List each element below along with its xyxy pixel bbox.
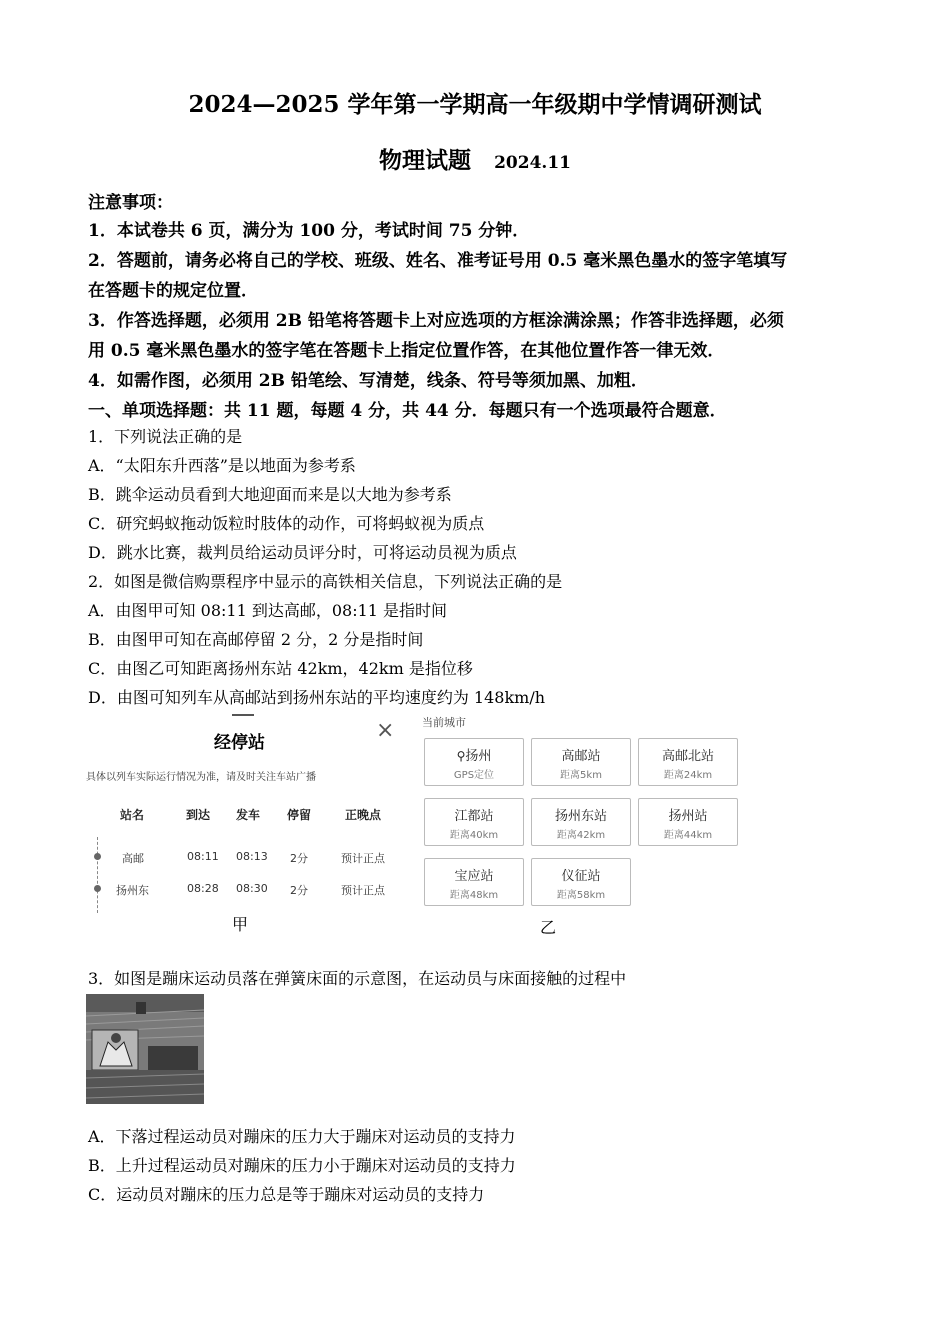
- row1-depart: 08:13: [236, 850, 268, 863]
- station-card: [638, 738, 738, 786]
- q2-option-c: C．由图乙可知距离扬州东站 42km，42km 是指位移: [88, 659, 473, 678]
- station-card: [424, 738, 524, 786]
- q3-option-c: C．运动员对蹦床的压力总是等于蹦床对运动员的支持力: [88, 1185, 485, 1204]
- q1-option-a: A．“太阳东升西落”是以地面为参考系: [88, 456, 356, 475]
- row2-delay: 预计正点: [341, 884, 385, 897]
- station-name: 高邮站: [561, 749, 601, 764]
- q2-option-d: D．由图可知列车从高邮站到扬州东站的平均速度约为 148km/h: [88, 688, 546, 707]
- stop-dot: [94, 853, 101, 860]
- current-city-label: 当前城市: [422, 716, 466, 729]
- station-card: [424, 798, 524, 846]
- q2-stem: 2．如图是微信购票程序中显示的高铁相关信息，下列说法正确的是: [88, 572, 563, 591]
- stops-note: 具体以列车实际运行情况为准，请及时关注车站广播: [86, 772, 316, 783]
- notice-item-2a: 2．答题前，请务必将自己的学校、班级、姓名、准考证号用 0.5 毫米黑色墨水的签字笔填写: [88, 251, 788, 271]
- station-card: [424, 858, 524, 906]
- figure-caption-jia: 甲: [232, 915, 249, 934]
- col-header-station: 站名: [120, 808, 145, 822]
- station-distance: 距离42km: [556, 830, 606, 841]
- notice-item-1: 1．本试卷共 6 页，满分为 100 分，考试时间 75 分钟．: [88, 221, 530, 241]
- figure-yi: [420, 712, 750, 937]
- station-name: 高邮北站: [661, 749, 714, 764]
- exam-date: 2024.11: [494, 153, 571, 173]
- notice-item-3a: 3．作答选择题，必须用 2B 铅笔将答题卡上对应选项的方框涂满涂黑；作答非选择题，必须: [88, 311, 784, 331]
- q2-option-b: B．由图甲可知在高邮停留 2 分，2 分是指时间: [88, 630, 424, 649]
- station-distance: 距离5km: [560, 770, 602, 781]
- trampoline-photo: [86, 994, 204, 1104]
- notice-item-3b: 用 0.5 毫米黑色墨水的签字笔在答题卡上指定位置作答，在其他位置作答一律无效．: [88, 341, 725, 361]
- q3-stem: 3．如图是蹦床运动员落在弹簧床面的示意图，在运动员与床面接触的过程中: [88, 969, 627, 988]
- row2-stop: 2分: [290, 884, 308, 897]
- station-distance: 距离44km: [663, 830, 713, 841]
- row1-arrive: 08:11: [187, 850, 219, 863]
- station-name: [425, 745, 523, 764]
- row2-station: 扬州东: [116, 884, 149, 897]
- trampoline-illustration: [86, 994, 204, 1104]
- col-header-arrive: 到达: [186, 808, 211, 822]
- col-header-stop: 停留: [287, 808, 312, 822]
- q1-option-b: B．跳伞运动员看到大地迎面而来是以大地为参考系: [88, 485, 452, 504]
- q1-stem: 1．下列说法正确的是: [88, 427, 243, 446]
- figure-caption-yi: 乙: [540, 918, 557, 937]
- station-distance: 距离48km: [449, 890, 499, 901]
- station-name: 仪征站: [561, 869, 601, 884]
- station-card: [638, 798, 738, 846]
- row2-depart: 08:30: [236, 882, 268, 895]
- subject-line: [0, 142, 950, 175]
- col-header-depart: 发车: [236, 808, 261, 822]
- exam-title: 2024—2025 学年第一学期高一年级期中学情调研测试: [188, 91, 762, 118]
- q3-option-a: A．下落过程运动员对蹦床的压力大于蹦床对运动员的支持力: [88, 1127, 516, 1146]
- row1-stop: 2分: [290, 852, 308, 865]
- stop-dot: [94, 885, 101, 892]
- station-distance: 距离58km: [556, 890, 606, 901]
- location-pin-icon: ⚲: [456, 749, 466, 763]
- station-card: [531, 858, 631, 906]
- q2-option-a: A．由图甲可知 08:11 到达高邮，08:11 是指时间: [88, 601, 448, 620]
- section-heading: 一、单项选择题：共 11 题，每题 4 分，共 44 分．每题只有一个选项最符合题意．: [88, 401, 727, 421]
- row1-delay: 预计正点: [341, 852, 385, 865]
- notice-heading: 注意事项：: [88, 193, 173, 213]
- drag-handle: [232, 714, 254, 716]
- station-name-text: 扬州: [465, 749, 492, 764]
- station-card: [531, 738, 631, 786]
- close-icon: ×: [376, 718, 395, 743]
- station-distance: GPS定位: [453, 770, 495, 781]
- station-distance: 距离40km: [449, 830, 499, 841]
- notice-item-2b: 在答题卡的规定位置．: [88, 281, 258, 301]
- q1-option-d: D．跳水比赛，裁判员给运动员评分时，可将运动员视为质点: [88, 543, 517, 562]
- stops-title: 经停站: [214, 733, 265, 753]
- station-name: 扬州东站: [554, 809, 607, 824]
- row2-arrive: 08:28: [187, 882, 219, 895]
- station-name: 宝应站: [454, 869, 494, 884]
- station-name: 扬州站: [668, 809, 708, 824]
- col-header-delay: 正晚点: [345, 808, 382, 822]
- row1-station: 高邮: [122, 852, 144, 865]
- station-card: [531, 798, 631, 846]
- notice-item-4: 4．如需作图，必须用 2B 铅笔绘、写清楚，线条、符号等须加黑、加粗．: [88, 371, 648, 391]
- figure-jia: [86, 712, 406, 937]
- subject-title: 物理试题: [379, 147, 471, 174]
- station-name: 江都站: [454, 809, 494, 824]
- station-distance: 距离24km: [663, 770, 713, 781]
- route-line: [97, 837, 98, 913]
- q1-option-c: C．研究蚂蚁拖动饭粒时肢体的动作，可将蚂蚁视为质点: [88, 514, 485, 533]
- q3-option-b: B．上升过程运动员对蹦床的压力小于蹦床对运动员的支持力: [88, 1156, 516, 1175]
